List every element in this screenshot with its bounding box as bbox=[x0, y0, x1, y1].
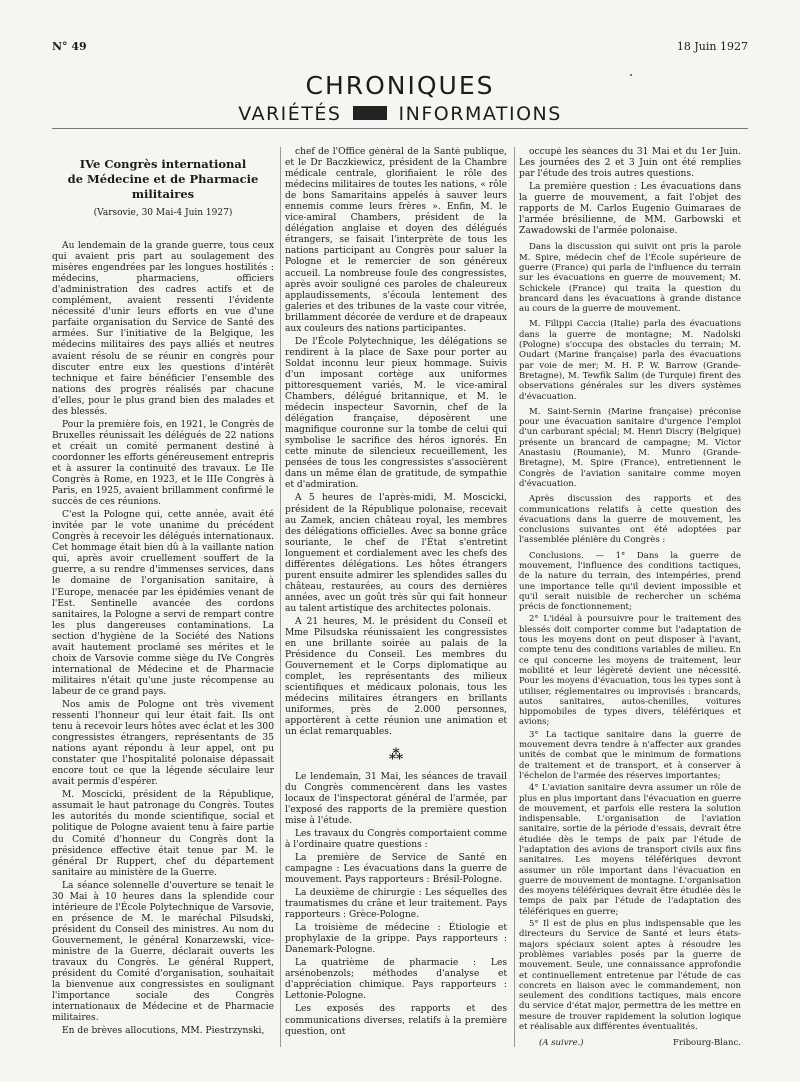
conclusion-paragraph: 3° La tactique sanitaire dans la guerre de mouvement devra tendre à n'affecter aux grandes unités de combat que le minimum de formations de traitement et de transport, et à conserver à l'échelon de l'armée des réserves importantes; bbox=[519, 729, 741, 781]
paragraph: Au lendemain de la grande guerre, tous ceux qui avaient pris part au soulagement des misères engendrées par les longues hostilités : médecins, pharmaciens, officiers d'administration des cadres actifs et de complément, avaient ressenti l'évidente nécessité d'unir leurs efforts en vue d'une parfaite organisation du Service de Santé des armées. Sur l'initiative de la Belgique, les médecins militaires des pays alliés et neutres avaient résolu de se réunir en congrès pour discuter entre eux les questions d'intérêt technique et faire bénéficier l'ensemble des nations des progrès réalisés par chacune d'elles, pour le plus grand bien des malades et des blessés. bbox=[52, 241, 274, 417]
issue-date: 18 Juin 1927 bbox=[676, 40, 748, 53]
to-be-continued: (A suivre.) bbox=[539, 1038, 584, 1047]
ornament-icon bbox=[353, 106, 387, 120]
masthead bbox=[0, 72, 800, 126]
article-title-line-2: de Médecine et de Pharmacie militaires bbox=[67, 172, 259, 201]
paragraph: Après discussion des rapports et des communications relatifs à cette question des évacuations dans la guerre de mouvement, les conclusions suivantes ont été adoptées par l'assemblée plénière du Congrès : bbox=[519, 494, 741, 546]
paragraph: La troisième de médecine : Étiologie et prophylaxie de la grippe. Pays rapporteurs : Danemark-Pologne. bbox=[285, 923, 507, 956]
paragraph: A 5 heures de l'après-midi, M. Moscicki, président de la République polonaise, recevait au Zamek, ancien château royal, les membres des délégations officielles. Avec sa bonne grâce souriante, le chef de l'État s'entretint longuement et cordialement avec les chefs des différentes délégations. Les hôtes étrangers purent ensuite admirer les splendides salles du château, restaurées, au cours des dernières années, avec un goût très sûr qui fait honneur au talent artistique des architectes polonais. bbox=[285, 493, 507, 614]
column-2 bbox=[285, 147, 507, 1047]
paragraph: La séance solennelle d'ouverture se tenait le 30 Mai à 10 heures dans la splendide cour intérieure de l'École Polytechnique de Varsovie, en présence de M. le maréchal Pilsudski, président du Conseil des ministres. Au nom du Gouvernement, le général Konarzewski, vice-ministre de la Guerre, déclarait ouverts les travaux du Congrès. Le général Ruppert, président du Comité d'organisation, souhaitait la bienvenue aux congressistes en soulignant l'importance sociale des Congrès internationaux de Médecine et de Pharmacie militaires. bbox=[52, 880, 274, 1024]
conclusion-paragraph: 5° Il est de plus en plus indispensable que les directeurs du Service de Santé et leurs états-majors spéciaux soient aptes à résoudre les problèmes variables posés par la guerre de mouvement. Seule, une connaissance approfondie et continuellement entretenue par l'étude de cas concrets en liaison avec le commandement, non seulement des conditions tactiques, mais encore du service d'état major, permettra de les mettre en mesure de trouver rapidement la solution logique et réalisable aux différentes éventualités. bbox=[519, 919, 741, 1033]
paragraph: C'est la Pologne qui, cette année, avait été invitée par le vote unanime du précédent Congrès à recevoir les délégués internationaux. Cet hommage était bien dû à la vaillante nation qui, après avoir cruellement souffert de la guerre, a su rendre d'immenses services, dans le domaine de l'organisation sanitaire, à l'Europe, menacée par les épidémies venant de l'Est. Sentinelle avancée des cordons sanitaires, la Pologne a servi de rempart contre les plus dangereuses contaminations. La section d'hygiène de la Société des Nations avait hautement proclamé ses mérites et le choix de Varsovie comme siège du IVe Congrès international de Médecine et de Pharmacie militaires n'était qu'une juste récompense au labeur de ce grand pays. bbox=[52, 510, 274, 697]
paragraph: chef de l'Office général de la Santé publique, et le Dr Baczkiewicz, président de la Chambre médicale centrale, glorifiaient le rôle des médecins militaires de toutes les nations, « rôle de bons Samaritains appelés à sauver leurs ennemis comme leurs frères ». Enfin, M. le vice-amiral Chambers, président de la délégation anglaise et doyen des délégués étrangers, se faisait l'interprète de tous les nations participant au Congrès pour saluer la Pologne et le remercier de son généreux accueil. La nombreuse foule des congressistes, après avoir souligné ces paroles de chaleureux applaudissements, s'écoula lentement des galeries et des tribunes de la vaste cour vitrée, brillamment décorée de verdure et de drapeaux aux couleurs des nations participantes. bbox=[285, 147, 507, 334]
paragraph: Dans la discussion qui suivit ont pris la parole M. Spire, médecin chef de l'École supérieure de guerre (France) qui parla de l'influence du terrain sur les évacuations en guerre de mouvement; M. Schickele (France) qui traita la question du brancard dans les évacuations à grande distance au cours de la guerre de mouvement. bbox=[519, 242, 741, 315]
column-divider bbox=[280, 147, 281, 1047]
paragraph: De l'École Polytechnique, les délégations se rendirent à la place de Saxe pour porter au Soldat inconnu leur pieux hommage. Suivis d'un imposant cortège aux uniformes pittoresquement variés, M. le vice-amiral Chambers, délégué britannique, et M. le médecin inspecteur Savornin, chef de la délégation française, déposèrent une magnifique couronne sur la tombe de celui qui symbolise le sacrifice des héros ignorés. En cette minute de silencieux recueillement, les pensées de tous les congressistes s'associèrent dans un même élan de gratitude, de sympathie et d'admiration. bbox=[285, 336, 507, 491]
section-stars: ⁂ bbox=[388, 747, 404, 764]
author-name: Fribourg-Blanc. bbox=[672, 1038, 741, 1047]
article-columns bbox=[52, 147, 752, 1047]
paragraph: Pour la première fois, en 1921, le Congrès de Bruxelles réunissait les délégués de 22 nations et créait un comité permanent destiné à coordonner les efforts généreusement entrepris et à assurer la continuité des travaux. Le IIe Congrès à Rome, en 1923, et le IIIe Congrès à Paris, en 1925, avaient brillamment confirmé le succès de ces réunions. bbox=[52, 419, 274, 508]
paragraph: occupé les séances du 31 Mai et du 1er Juin. Les journées des 2 et 3 Juin ont été remplies par l'étude des trois autres questions. bbox=[519, 147, 741, 180]
paragraph: La deuxième de chirurgie : Les séquelles des traumatismes du crâne et leur traitement. Pays rapporteurs : Grèce-Pologne. bbox=[285, 888, 507, 921]
page-header bbox=[52, 40, 748, 56]
paragraph: M. Saint-Sernin (Marine française) préconise pour une évacuation sanitaire d'urgence l'emploi d'un carburant spécial; M. Henri Discry (Belgique) présente un brancard de campagne; M. Victor Anastasiu (Roumanie), M. Munro (Grande-Bretagne), M. Spire (France), entretiennent le Congrès de l'aviation sanitaire comme moyen d'évacuation. bbox=[519, 406, 741, 489]
column-1 bbox=[52, 147, 274, 1047]
paragraph: Le lendemain, 31 Mai, les séances de travail du Congrès commencèrent dans les vastes locaux de l'inspectorat général de l'armée, par l'exposé des rapports de la première question mise à l'étude. bbox=[285, 771, 507, 826]
article-title bbox=[52, 157, 274, 202]
issue-number: N° 49 bbox=[52, 40, 87, 53]
article-signature bbox=[519, 1038, 741, 1047]
paragraph: M. Moscicki, président de la République, assumait le haut patronage du Congrès. Toutes les autorités du monde scientifique, social et politique de Pologne avaient tenu à faire partie du Comité d'honneur du Congrès dont la présidence effective était tenue par M. le général Dr Ruppert, chef du département sanitaire au ministère de la Guerre. bbox=[52, 790, 274, 878]
paragraph: A 21 heures, M. le président du Conseil et Mme Pilsudska réunissaient les congressistes en une brillante soirée au palais de la Présidence du Conseil. Les membres du Gouvernement et le Corps diplomatique au complet, les représentants des milieux scientifiques et médicaux polonais, tous les médecins militaires étrangers en brillants uniformes, près de 2.000 personnes, apportèrent à cette réunion une animation et un éclat remarquables. bbox=[285, 616, 507, 738]
paragraph: Les exposés des rapports et des communications diverses, relatifs à la première question, ont bbox=[285, 1004, 507, 1037]
column-3 bbox=[519, 147, 741, 1047]
masthead-title: CHRONIQUES bbox=[305, 71, 495, 100]
article-subtitle: (Varsovie, 30 Mai-4 Juin 1927) bbox=[93, 208, 233, 218]
conclusion-paragraph: 2° L'idéal à poursuivre pour le traitement des blessés doit comporter comme but l'adaptation de tous les moyens dont on peut disposer à l'avant, compte tenu des conditions variables de milieu. En ce qui concerne les moyens de traitement, leur mobilité et leur légèreté devient une nécessité. Pour les moyens d'évacuation, tous les types sont à utiliser, réglementaires ou improvisés : brancards, autos sanitaires, autos-chenilles, voitures hippomobiles de types divers, téléfériques et avions; bbox=[519, 614, 741, 728]
masthead-left-word: VARIÉTÉS bbox=[238, 103, 342, 125]
paragraph: Les travaux du Congrès comportaient comme à l'ordinaire quatre questions : bbox=[285, 828, 507, 850]
paragraph: En de brèves allocutions, MM. Piestrzynski, bbox=[62, 1026, 265, 1037]
masthead-right-word: INFORMATIONS bbox=[398, 103, 562, 125]
paragraph: Nos amis de Pologne ont très vivement ressenti l'honneur qui leur était fait. Ils ont tenu à recevoir leurs hôtes avec éclat et les 300 congressistes étrangers, représentants de 35 nations ayant répondu à leur appel, ont pu constater que l'hospitalité polonaise dépassait encore tout ce que la légende séculaire leur avait permis d'espérer. bbox=[52, 699, 274, 788]
masthead-rule bbox=[52, 128, 748, 129]
column-divider bbox=[514, 147, 515, 1047]
conclusion-paragraph: Conclusions. — 1° Dans la guerre de mouvement, l'influence des conditions tactiques, de la nature du terrain, des intempéries, prend une importance telle qu'il devient impossible et qu'il serait nuisible de rechercher un schéma précis de fonctionnement; bbox=[519, 550, 741, 613]
paragraph: La première question : Les évacuations dans la guerre de mouvement, a fait l'objet des rapports de M. Carlos Eugenio Guimaraes de l'armée brésilienne, de MM. Garbowski et Zawadowski de l'armée polonaise. bbox=[519, 182, 741, 237]
paragraph: La première de Service de Santé en campagne : Les évacuations dans la guerre de mouvement. Pays rapporteurs : Brésil-Pologne. bbox=[285, 852, 507, 885]
paragraph: La quatrième de pharmacie : Les arsénobenzols; méthodes d'analyse et d'appréciation chimique. Pays rapporteurs : Lettonie-Pologne. bbox=[285, 958, 507, 1002]
conclusion-paragraph: 4° L'aviation sanitaire devra assumer un rôle de plus en plus important dans l'évacuation en guerre de mouvement, et parfois elle restera la solution indispensable. L'organisation de l'aviation sanitaire, sortie de la période d'essais, devrait être étudiée dès le temps de paix par l'étude de l'adaptation des avions de transport civils aux fins sanitaires. Les moyens téléfériques devront assumer un rôle important dans l'évacuation en guerre de mouvement de montagne. L'organisation des moyens téléfériques devrait être étudiée dès le temps de paix par l'étude de l'adaptation des téléfériques en guerre; bbox=[519, 783, 741, 917]
paragraph: M. Filippi Caccia (Italie) parla des évacuations dans la guerre de montagne; M. Nadolski (Pologne) s'occupa des obstacles du terrain; M. Oudart (Marine française) parla des évacuations par voie de mer; M. H. P. W. Barrow (Grande-Bretagne), M. Tewfik Salim (de Turquie) firent des observations générales sur les divers systèmes d'évacuation. bbox=[519, 319, 741, 402]
masthead-subtitle bbox=[0, 102, 800, 126]
article-title-line-1: IVe Congrès international bbox=[79, 157, 247, 171]
